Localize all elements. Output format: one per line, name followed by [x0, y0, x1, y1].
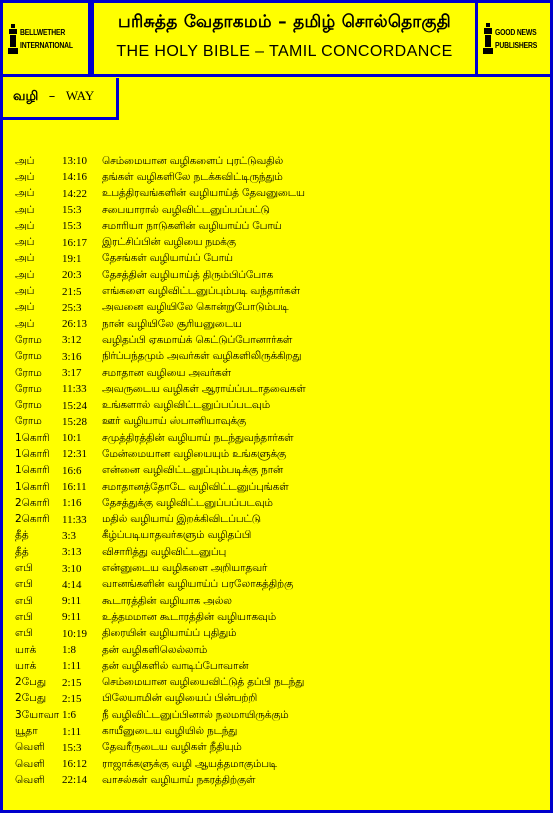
entry-reference: 2:15 — [62, 676, 82, 689]
entry-text: நீ வழிவிட்டனுப்பினால் நலமாயிருக்கும் — [102, 708, 289, 721]
list-item — [15, 495, 545, 511]
entry-book: அப் — [15, 187, 35, 200]
entry-reference: 15:3 — [62, 220, 82, 233]
entry-reference: 3:12 — [62, 334, 82, 347]
entry-text: அவனை வழியிலே கொன்றுபோடும்படி — [102, 301, 289, 314]
entry-book: ரோம — [15, 415, 42, 428]
entry-book: அப் — [15, 154, 35, 167]
entry-book: அப் — [15, 170, 35, 183]
title-tamil: பரிசுத்த வேதாகமம் – தமிழ் சொல்தொகுதி — [118, 12, 451, 32]
entry-reference: 10:19 — [62, 627, 88, 640]
entry-text: என்னுடைய வழிகளை அறியாதவர் — [102, 562, 268, 575]
entry-text: விசாரித்து வழிவிட்டனுப்பு — [102, 545, 227, 558]
list-item — [15, 707, 545, 723]
list-item — [15, 300, 545, 316]
headword-box — [3, 78, 119, 120]
entry-reference: 25:3 — [62, 301, 82, 314]
entry-text: எங்களை வழிவிட்டனுப்பும்படி வந்தார்கள் — [102, 285, 300, 298]
entry-text: தன் வழிகளில் வாடிப்போவான் — [102, 659, 249, 672]
entry-book: அப் — [15, 203, 35, 216]
entry-text: கூடாரத்தின் வழியாக அல்ல — [102, 594, 232, 607]
entry-text: திரையின் வழியாய்ப் புதிதும் — [102, 627, 237, 640]
entry-book: 2பேது — [15, 676, 47, 689]
entry-book: ரோம — [15, 382, 42, 395]
entry-text: சமாரியா நாடுகளின் வழியாய்ப் போய் — [102, 219, 282, 232]
entry-book: யாக் — [15, 659, 37, 672]
entry-reference: 10:1 — [62, 432, 82, 445]
list-item — [15, 397, 545, 413]
entry-book: எபி — [15, 594, 33, 607]
good-news-logo-icon — [483, 22, 493, 56]
entry-reference: 1:6 — [62, 709, 77, 722]
entry-reference: 12:31 — [62, 448, 88, 461]
title-box — [91, 3, 475, 77]
entry-book: எபி — [15, 610, 33, 623]
entry-text: தேவரீருடைய வழிகள் நீதியும் — [102, 741, 242, 754]
entry-reference: 15:28 — [62, 415, 88, 428]
entry-book: ரோம — [15, 399, 42, 412]
entry-book: அப் — [15, 219, 35, 232]
entry-book: 3யோவா — [15, 708, 60, 721]
entry-book: அப் — [15, 236, 35, 249]
list-item — [15, 463, 545, 479]
entry-text: மதில் வழியாய் இறக்கிவிடப்பட்டு — [102, 513, 261, 526]
entry-reference: 11:33 — [62, 513, 87, 526]
entry-reference: 26:13 — [62, 318, 88, 331]
entry-reference: 1:11 — [62, 660, 82, 673]
good-news-logo-box — [475, 3, 550, 77]
list-item — [15, 658, 545, 674]
entry-reference: 20:3 — [62, 269, 82, 282]
list-item — [15, 740, 545, 756]
entry-text: சமாதானத்தோடே வழிவிட்டனுப்புங்கள் — [102, 480, 289, 493]
entry-book: ரோம — [15, 366, 42, 379]
bellwether-logo — [8, 22, 82, 56]
entry-text: தன் வழிகளிலெல்லாம் — [102, 643, 208, 656]
list-item — [15, 691, 545, 707]
entry-reference: 9:11 — [62, 611, 82, 624]
entry-text: ஊர் வழியாய் ஸ்பானியாவுக்கு — [102, 415, 246, 428]
entry-book: எபி — [15, 627, 33, 640]
entry-reference: 22:14 — [62, 774, 88, 787]
list-item — [15, 414, 545, 430]
list-item — [15, 560, 545, 576]
entry-text: நான் வழியிலே சூரியனுடைய — [102, 317, 242, 330]
entry-text: நிர்ப்பந்தமும் அவர்கள் வழிகளிலிருக்கிறது — [102, 350, 302, 363]
list-item — [15, 153, 545, 169]
entry-reference: 1:11 — [62, 725, 82, 738]
entry-text: சமுத்திரத்தின் வழியாய் நடந்துவந்தார்கள் — [102, 431, 294, 444]
entry-book: 1கொரி — [15, 431, 50, 444]
entry-text: ராஜாக்களுக்கு வழி ஆயத்தமாகும்படி — [102, 757, 277, 770]
list-item — [15, 593, 545, 609]
entry-reference: 15:3 — [62, 204, 82, 217]
entry-text: உங்களால் வழிவிட்டனுப்பப்படவும் — [102, 399, 270, 412]
entry-book: 1கொரி — [15, 464, 50, 477]
left-logo-line-1: BELLWETHER — [20, 27, 66, 37]
entry-reference: 3:13 — [62, 546, 82, 559]
list-item — [15, 479, 545, 495]
good-news-logo — [483, 22, 545, 56]
entry-book: அப் — [15, 301, 35, 314]
entry-text: அவருடைய வழிகள் ஆராய்ப்படாதவைகள் — [102, 382, 306, 395]
list-item — [15, 316, 545, 332]
bellwether-logo-icon — [8, 22, 18, 56]
headword-separator: – — [48, 89, 56, 104]
entry-reference: 1:16 — [62, 497, 82, 510]
entry-book: அப் — [15, 252, 35, 265]
entry-text: உத்தமமான கூடாரத்தின் வழியாகவும் — [102, 610, 276, 623]
entry-book: அப் — [15, 285, 35, 298]
entry-reference: 3:10 — [62, 562, 82, 575]
entry-book: எபி — [15, 578, 33, 591]
entry-book: ரோம — [15, 350, 42, 363]
entry-book: வெளி — [15, 741, 45, 754]
list-item — [15, 267, 545, 283]
entry-book: 2பேது — [15, 692, 47, 705]
entry-text: வழிதப்பி ஏகமாய்க் கெட்டுப்போனார்கள் — [102, 333, 293, 346]
entry-book: 1கொரி — [15, 480, 50, 493]
list-item — [15, 609, 545, 625]
entry-text: பிலேயாமின் வழியைப் பின்பற்றி — [102, 692, 258, 705]
title-english: THE HOLY BIBLE – TAMIL CONCORDANCE — [116, 43, 453, 60]
list-item — [15, 381, 545, 397]
list-item — [15, 577, 545, 593]
entry-text: தேசத்துக்கு வழிவிட்டனுப்பப்படவும் — [102, 496, 273, 509]
entry-book: யூதா — [15, 725, 38, 738]
entry-book: வெளி — [15, 773, 45, 786]
entry-reference: 9:11 — [62, 595, 82, 608]
entry-text: இரட்சிப்பின் வழியை நமக்கு — [102, 236, 236, 249]
list-item — [15, 626, 545, 642]
entry-reference: 16:11 — [62, 481, 87, 494]
list-item — [15, 723, 545, 739]
list-item — [15, 528, 545, 544]
entry-reference: 13:10 — [62, 155, 88, 168]
entry-reference: 21:5 — [62, 285, 82, 298]
entry-reference: 3:3 — [62, 529, 77, 542]
entry-reference: 11:33 — [62, 383, 87, 396]
list-item — [15, 512, 545, 528]
left-logo-line-2: INTERNATIONAL — [20, 40, 74, 50]
entry-book: அப் — [15, 317, 35, 330]
entry-reference: 19:1 — [62, 252, 82, 265]
entry-book: அப் — [15, 268, 35, 281]
list-item — [15, 544, 545, 560]
entry-text: சபையாரால் வழிவிட்டனுப்பப்பட்டு — [102, 203, 270, 216]
entry-reference: 14:22 — [62, 187, 88, 200]
entry-reference: 3:16 — [62, 350, 82, 363]
bellwether-logo-box — [3, 3, 91, 77]
entry-text: மேன்மையான வழியையும் உங்களுக்கு — [102, 447, 286, 460]
list-item — [15, 430, 545, 446]
entry-reference: 2:15 — [62, 692, 82, 705]
entry-text: தேசத்தின் வழியாய்த் திரும்பிப்போக — [102, 268, 273, 281]
list-item — [15, 186, 545, 202]
entry-book: ரோம — [15, 333, 42, 346]
entry-reference: 3:17 — [62, 367, 82, 379]
entry-book: வெளி — [15, 757, 45, 770]
entry-text: செம்மையான வழியைவிட்டுத் தப்பி நடந்து — [102, 676, 305, 689]
entry-text: வாசல்கள் வழியாய் நகரத்திற்குள் — [102, 773, 256, 786]
entry-book: 2கொரி — [15, 513, 50, 526]
list-item — [15, 202, 545, 218]
entry-reference: 1:8 — [62, 644, 77, 657]
list-item — [15, 218, 545, 234]
entry-book: தீத் — [15, 529, 29, 542]
entry-reference: 16:6 — [62, 464, 82, 477]
entry-text: தேசங்கள் வழியாய்ப் போய் — [102, 252, 233, 265]
entry-reference: 15:24 — [62, 399, 88, 412]
entry-book: 1கொரி — [15, 447, 50, 460]
entry-text: சமாதான வழியை அவர்கள் — [102, 366, 231, 379]
entry-reference: 16:17 — [62, 236, 88, 249]
entry-text: காயீனுடைய வழியில் நடந்து — [102, 725, 238, 738]
right-logo-line-2: PUBLISHERS — [495, 40, 538, 50]
right-logo-line-1: GOOD NEWS — [495, 27, 537, 37]
list-item — [15, 675, 545, 691]
page-header — [3, 3, 550, 78]
entry-book: எபி — [15, 562, 33, 575]
entry-book: தீத் — [15, 545, 29, 558]
entry-text: கீழ்ப்படியாதவர்களும் வழிதப்பி — [102, 529, 252, 542]
entry-list — [15, 153, 545, 789]
list-item — [15, 642, 545, 658]
list-item — [15, 349, 545, 365]
list-item — [15, 234, 545, 250]
entry-text: என்னை வழிவிட்டனுப்பும்படிக்கு நான் — [102, 464, 284, 477]
entry-book: யாக் — [15, 643, 37, 656]
headword-tamil: வழி — [13, 89, 39, 104]
list-item — [15, 772, 545, 788]
entry-reference: 16:12 — [62, 758, 88, 771]
list-item — [15, 169, 545, 185]
headword-english: WAY — [65, 88, 95, 103]
entry-reference: 4:14 — [62, 578, 82, 591]
entry-text: உபத்திரவங்களின் வழியாய்த் தேவனுடைய — [102, 187, 305, 200]
entry-reference: 15:3 — [62, 741, 82, 754]
entry-book: 2கொரி — [15, 496, 50, 509]
list-item — [15, 251, 545, 267]
entry-text: வானங்களின் வழியாய்ப் பரலோகத்திற்கு — [102, 578, 294, 591]
entry-reference: 14:16 — [62, 171, 88, 184]
entry-text: செம்மையான வழிகளைப் புரட்டுவதில் — [102, 154, 284, 167]
list-item — [15, 332, 545, 348]
list-item — [15, 365, 545, 381]
list-item — [15, 756, 545, 772]
entry-text: தங்கள் வழிகளிலே நடக்கவிட்டிருந்தும் — [102, 170, 283, 183]
list-item — [15, 283, 545, 299]
list-item — [15, 446, 545, 462]
